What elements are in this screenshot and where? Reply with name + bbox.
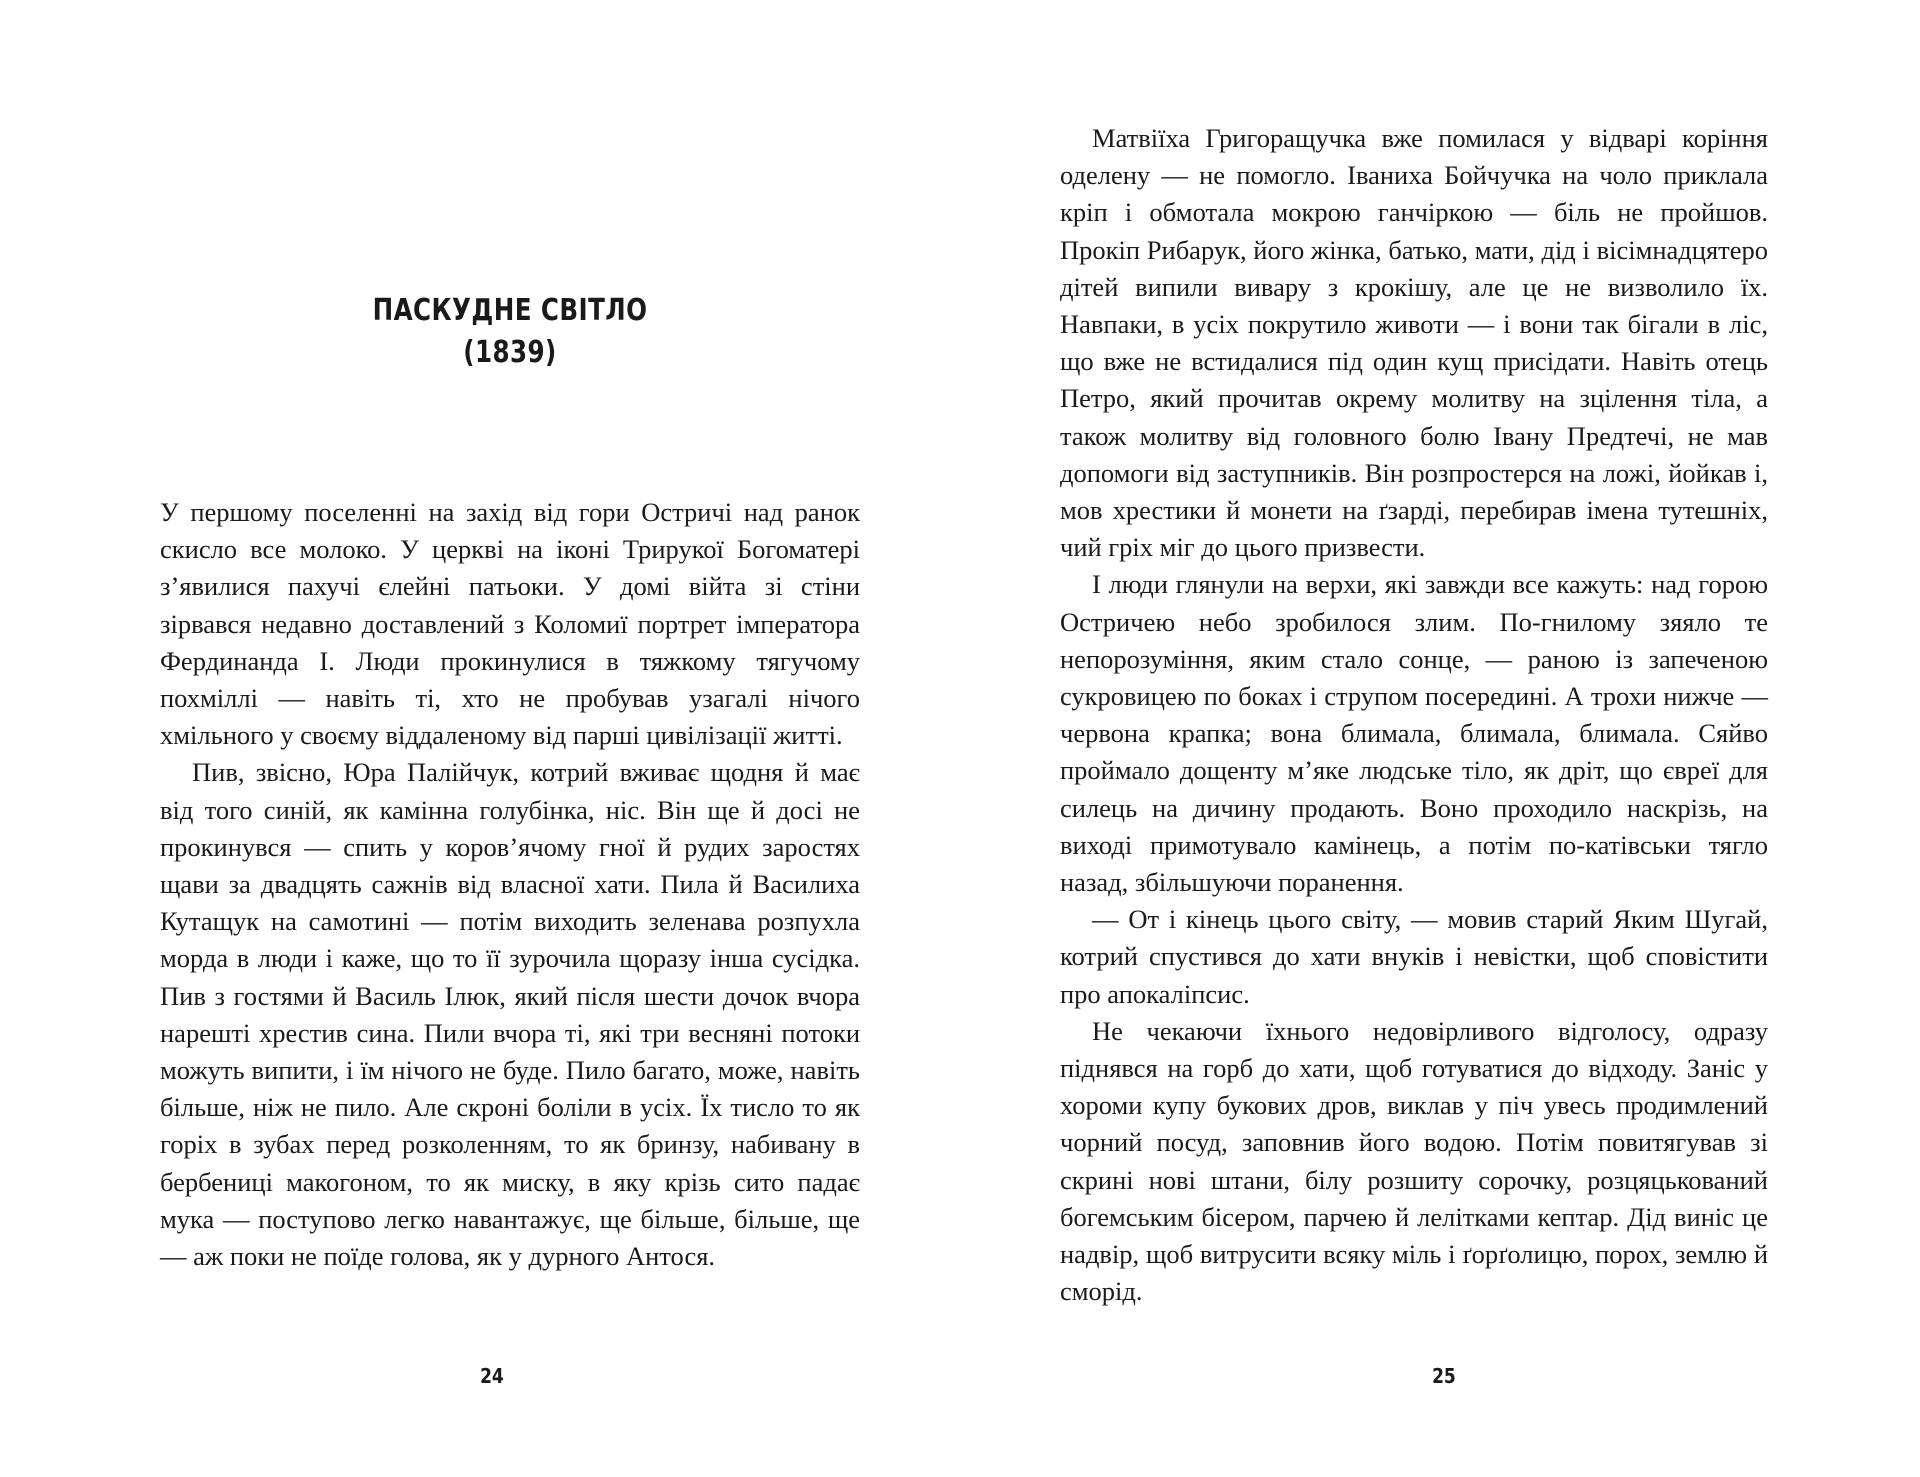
right-page [960,0,1920,1477]
chapter-title: ПАСКУДНЕ СВІТЛО [372,293,648,328]
paragraph: — От і кінець цього світу, — мовив старий Яким Шугай, котрий спустився до хати внуків і невістки, щоб сповістити про апокаліпсис. [1060,904,1768,1009]
paragraph: Пив, звісно, Юра Палійчук, котрий вживає щодня й має від того синій, як камінна голубінка, ніс. Він ще й досі не прокинувся — спить у коров’ячому гної й рудих заростях щави за двадцять сажнів від власної хати. Пила й Василиха Кутащук на самотині — потім виходить зеленава розпухла морда в люди і каже, що то її зурочила щоразу інша сусідка. Пив з гостями й Василь Ілюк, який після шести дочок вчора нарешті хрестив сина. Пили вчора ті, які три весняні потоки можуть випити, і їм нічого не буде. Пило багато, може, навіть більше, ніж не пило. Але скроні боліли в усіх. Їх тисло то як горіх в зубах перед розколенням, то як бринзу, набивану в бербениці макогоном, то як миску, в яку крізь сито падає мука — поступово легко навантажує, ще більше, більше, ще — аж поки не поїде голова, як у дурного Антося. [160,757,860,1272]
paragraph: У першому поселенні на захід від гори Остричі над ранок скисло все молоко. У церкві на іконі Трирукої Богоматері з’явилися пахучі єлейні патьоки. У домі війта зі стіни зірвався недавно доставлений з Коломиї портрет імператора Фердинанда І. Люди прокинулися в тяжкому тягучому похміллі — навіть ті, хто не пробував узагалі нічого хмільного у своєму віддаленому від парші цивілізації житті. [160,497,860,751]
paragraph: Не чекаючи їхнього недовірливого відголосу, одразу піднявся на горб до хати, щоб готуватися до відходу. Заніс у хороми купу букових дров, виклав у піч увесь продимлений чорний посуд, заповнив його водою. Потім повитягував зі скрині нові штани, білу розшиту сорочку, розцяцькований богемським бісером, парчею й лелітками кептар. Дід виніс це надвір, щоб витрусити всяку міль і ґорґолицю, порох, землю й сморід. [1060,1015,1768,1307]
chapter-year: (1839) [463,335,557,370]
left-page-body [160,494,860,1275]
chapter-heading [223,290,797,374]
right-page-body [1060,120,1768,1311]
page-number: 24 [480,1364,504,1388]
paragraph: Матвіїха Григоращучка вже помилася у відварі коріння оделену — не помогло. Іваниха Бойчучка на чоло приклала кріп і обмотала мокрою ганчіркою — біль не пройшов. Прокіп Рибарук, його жінка, батько, мати, дід і вісімнадцятеро дітей випили вивару з крокішу, але це не визволило їх. Навпаки, в усіх покрутило животи — і вони так бігали в ліс, що вже не встидалися під один кущ присідати. Навіть отець Петро, який прочитав окрему молитву на зцілення тіла, а також молитву від головного болю Івану Предтечі, не мав допомоги від заступників. Він розпростерся на ложі, йойкав і, мов хрестики й монети на ґзарді, перебирав імена тутешніх, чий гріх міг до цього призвести. [1060,123,1768,563]
page-number: 25 [1432,1364,1456,1388]
paragraph: І люди глянули на верхи, які завжди все кажуть: над горою Остричею небо зробилося злим. По-гнилому зяяло те непорозуміння, яким стало сонце, — раною із запеченою сукровицею по боках і струпом посередині. А трохи нижче — червона крапка; вона блимала, блимала, блимала. Сяйво проймало дощенту м’яке людське тіло, як дріт, що євреї для силець на дичину продають. Воно проходило наскрізь, на виході примотувало камінець, а потім по-катівськи тягло назад, збільшуючи поранення. [1060,569,1768,898]
